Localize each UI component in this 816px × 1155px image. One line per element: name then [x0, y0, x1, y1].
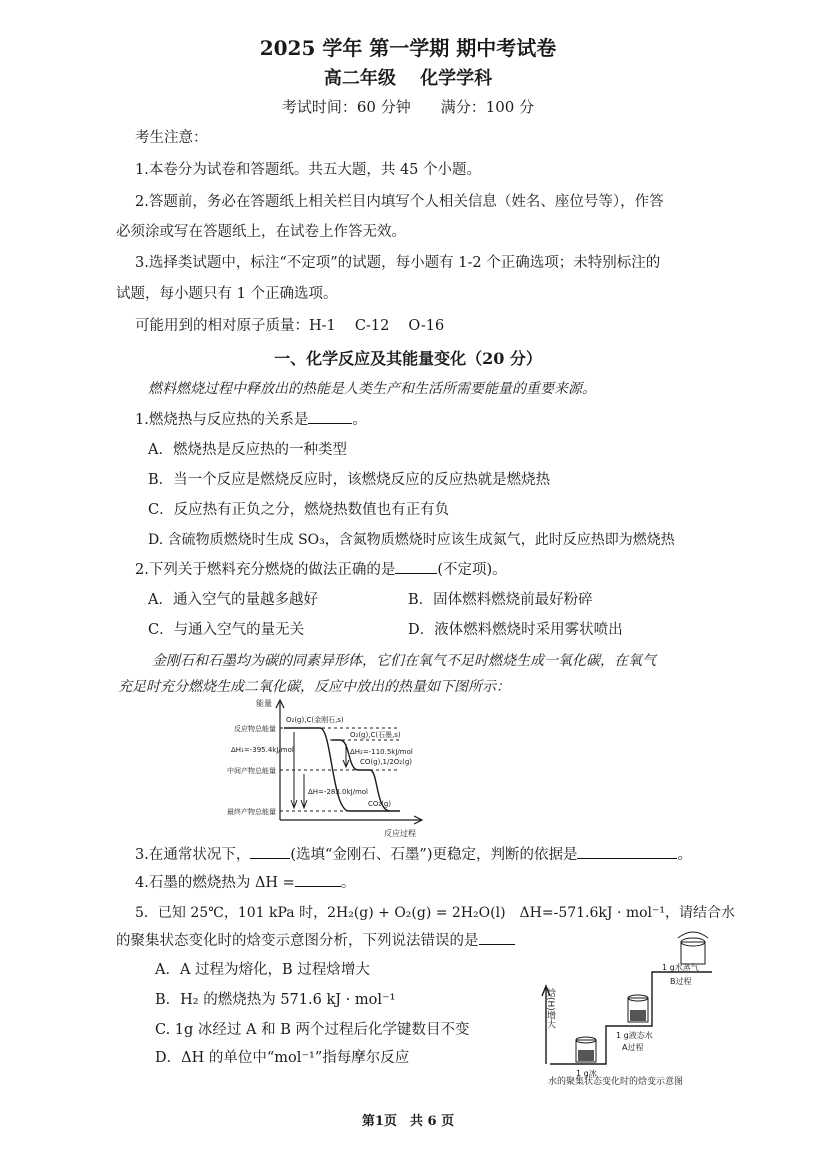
ice-label: 1 g冰: [576, 1069, 597, 1078]
level-final: 最终产物总能量: [227, 808, 276, 816]
dh2-label: ΔH₂=-110.5kJ/mol: [350, 748, 413, 756]
q2-stem-text: 2.下列关于燃料充分燃烧的做法正确的是: [135, 562, 396, 578]
section-intro: 燃料燃烧过程中释放出的热能是人类生产和生活所需要能量的重要来源。: [148, 381, 596, 397]
top-species-label: O₂(g),C(金刚石,s): [286, 716, 344, 724]
q5-option-c: C. 1g 冰经过 A 和 B 两个过程后化学键数目不变: [155, 1022, 470, 1038]
water-enthalpy-diagram: [536, 928, 722, 1088]
atomic-mass: 可能用到的相对原子质量：H-1 C-12 O-16: [135, 318, 445, 334]
q3-answer-blank-2: [577, 858, 677, 859]
co-species-label: CO(g),1/2O₂(g): [360, 758, 413, 766]
graphite-species-label: O₂(g),C(石墨,s): [350, 731, 401, 739]
q1-option-c: C．反应热有正负之分，燃烧热数值也有正有负: [148, 502, 450, 518]
notice-item-2: 2.答题前，务必在答题纸上相关栏目内填写个人相关信息（姓名、座位号等），作答: [135, 194, 664, 210]
notice-heading: 考生注意：: [135, 130, 208, 146]
exam-title: 2025 学年 第一学期 期中考试卷: [259, 36, 557, 60]
q5-line-2-text: 的聚集状态变化时的焓变示意图分析，下列说法错误的是: [116, 933, 479, 949]
section-title: 一、化学反应及其能量变化（20 分）: [274, 349, 542, 368]
q1-stem: [135, 410, 367, 430]
q5-line-2: [116, 931, 515, 951]
q1-stem-text: 1.燃烧热与反应热的关系是: [135, 412, 309, 428]
q3-part1: 3.在通常状况下，: [135, 847, 251, 863]
q4-text: 4.石墨的燃烧热为 ΔH =: [135, 875, 295, 891]
notice-item-2-cont: 必须涂或写在答题纸上，在试卷上作答无效。: [116, 224, 406, 240]
q5-option-d: D．ΔH 的单位中“mol⁻¹”指每摩尔反应: [155, 1050, 410, 1066]
q5-option-a: A．A 过程为熔化，B 过程焓增大: [155, 962, 370, 978]
q3-answer-blank-1: [250, 858, 290, 859]
q3-stem: [135, 845, 692, 865]
water-y-label: 焓(H)增大: [545, 988, 555, 1029]
q5-line-1: 5．已知 25℃，101 kPa 时，2H₂(g) + O₂(g) = 2H₂O(l) ΔH=-571.6kJ · mol⁻¹，请结合水: [135, 905, 736, 921]
time-score: 考试时间：60 分钟 满分：100 分: [281, 98, 535, 116]
passage-line-1: 金刚石和石墨均为碳的同素异形体，它们在氧气不足时燃烧生成一氧化碳，在氧气: [152, 653, 656, 669]
co2-species-label: CO₂(g): [368, 800, 392, 808]
q3-part2: (选填“金刚石、石墨”)更稳定，判断的依据是: [290, 847, 578, 863]
q1-stem-end: 。: [352, 412, 367, 428]
dh3-label: ΔH=-283.0kJ/mol: [308, 788, 369, 796]
q1-answer-blank: [308, 423, 352, 424]
energy-diagram: [200, 694, 440, 842]
q2-option-a: A．通入空气的量越多越好: [148, 592, 318, 608]
q5-option-b: B．H₂ 的燃烧热为 571.6 kJ · mol⁻¹: [155, 992, 396, 1008]
q2-answer-blank: [395, 573, 437, 574]
y-axis-label: 能量: [256, 699, 272, 708]
page-footer: 第1页 共 6 页: [361, 1114, 455, 1129]
level-reactants: 反应物总能量: [234, 725, 276, 733]
q3-end: 。: [677, 847, 692, 863]
grade-subject: 高二年级 化学学科: [323, 68, 493, 89]
q1-option-b: B．当一个反应是燃烧反应时，该燃烧反应的反应热就是燃烧热: [148, 472, 551, 488]
q4-stem: [135, 873, 355, 893]
level-intermediate: 中间产物总能量: [227, 767, 276, 775]
process-a-label: A过程: [622, 1043, 644, 1052]
q5-answer-blank: [479, 944, 515, 945]
process-b-label: B过程: [670, 977, 692, 986]
water-figure-caption: 水的聚集状态变化时的焓变示意图: [548, 1077, 684, 1087]
q4-end: 。: [340, 875, 356, 891]
notice-item-3: 3.选择类试题中，标注“不定项”的试题，每小题有 1-2 个正确选项；未特别标注的: [135, 255, 661, 271]
notice-item-1: 1.本卷分为试卷和答题纸。共五大题，共 45 个小题。: [135, 162, 482, 178]
q4-answer-blank: [295, 886, 341, 887]
vapor-label: 1 g水蒸气: [662, 963, 699, 972]
q2-option-c: C．与通入空气的量无关: [148, 622, 305, 638]
liquid-label: 1 g液态水: [616, 1031, 653, 1040]
q2-option-d: D．液体燃料燃烧时采用雾状喷出: [408, 622, 623, 638]
q2-option-b: B．固体燃料燃烧前最好粉碎: [408, 592, 593, 608]
q1-option-d: D. 含硫物质燃烧时生成 SO₃，含氮物质燃烧时应该生成氮气，此时反应热即为燃烧热: [148, 532, 675, 548]
q2-stem: [135, 560, 507, 580]
passage-line-2: 充足时充分燃烧生成二氧化碳，反应中放出的热量如下图所示：: [118, 679, 510, 695]
q2-stem-end: (不定项)。: [437, 562, 507, 578]
x-axis-label: 反应过程: [384, 829, 416, 838]
dh1-label: ΔH₁=-395.4kJ/mol: [231, 746, 294, 754]
q1-option-a: A．燃烧热是反应热的一种类型: [148, 442, 347, 458]
notice-item-3-cont: 试题，每小题只有 1 个正确选项。: [116, 286, 338, 302]
